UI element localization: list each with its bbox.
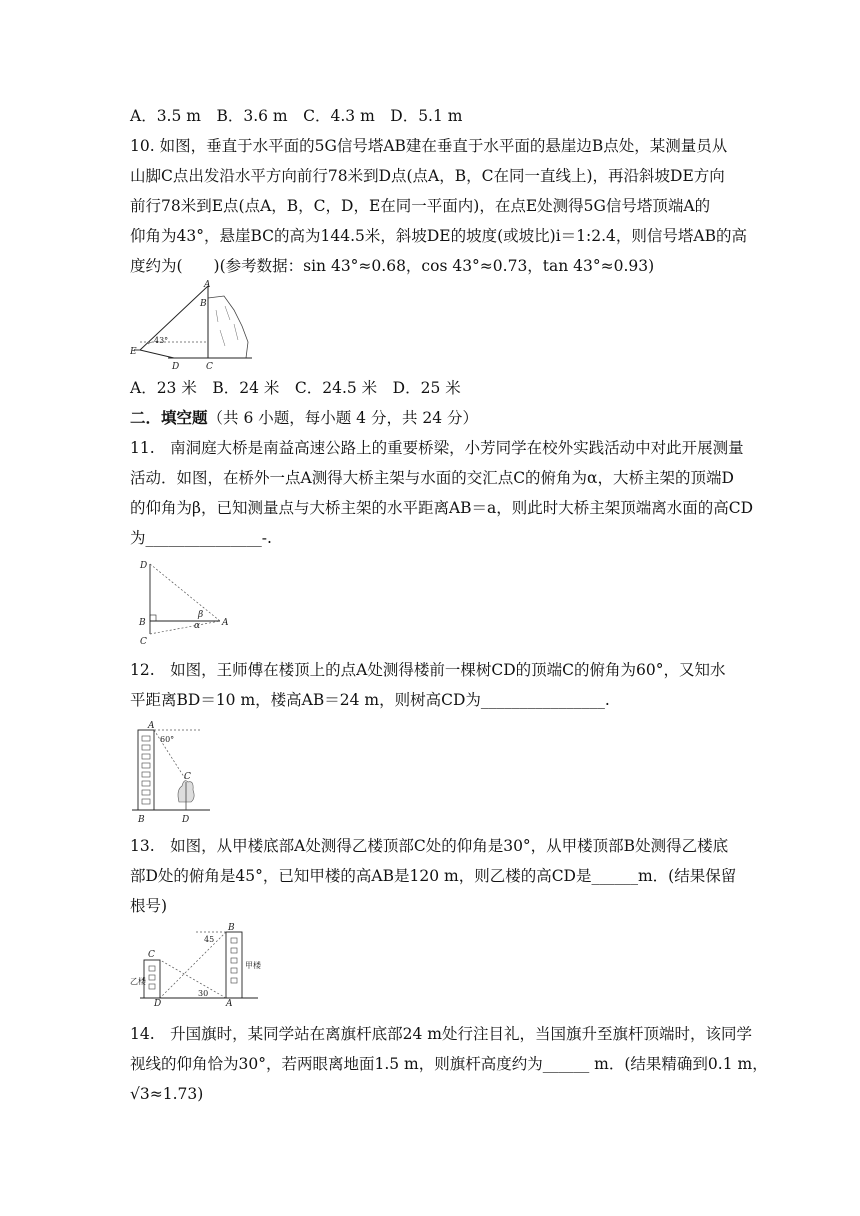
q10-label-d: D [172,362,180,372]
q10-line-3: 前行78米到E点(点A，B，C，D，E在同一平面内)，在点E处测得5G信号塔顶端A的 [130,197,711,215]
q11-label-a: A [222,618,229,628]
q11-label-b: B [139,618,146,628]
q11-label-beta: β [198,610,204,620]
q10-label-a: A [204,280,211,290]
q14-line-3: √3≈1.73) [130,1085,204,1103]
q12-line-1: 12. 如图，王师傅在楼顶上的点A处测得楼前一棵树CD的顶端C的俯角为60°，又知水 [130,661,726,679]
q10-line-5: 度约为( )(参考数据：sin 43°≈0.68，cos 43°≈0.73，tan 43°≈0.93) [130,257,655,275]
q14-line-2: 视线的仰角恰为30°，若两眼离地面1.5 m，则旗杆高度约为______ m．(结果精确到0.1 m， [130,1055,768,1073]
q11-label-alpha: α [194,621,201,631]
section-2-heading [130,408,478,428]
q12-label-angle: 60° [160,735,175,744]
q10-label-e: E [130,347,137,357]
q11-line-3: 的仰角为β，已知测量点与大桥主架的水平距离AB＝a，则此时大桥主架顶端离水面的高CD [130,499,754,517]
q13-label-30: 30 [198,989,209,998]
q10-line-1: 10. 如图，垂直于水平面的5G信号塔AB建在垂直于水平面的悬崖边B点处，某测量员从 [130,137,728,155]
q10-line-2: 山脚C点出发沿水平方向前行78米到D点(点A，B，C在同一直线上)，再沿斜坡DE方向 [130,167,725,185]
q12-label-c: C [184,772,191,782]
q12-line-2: 平距离BD＝10 m，楼高AB＝24 m，则树高CD为________________. [130,691,610,709]
q10-figure [130,280,260,372]
q10-label-b: B [200,299,207,309]
q12-label-b: B [138,815,145,825]
q13-label-jia: 甲楼 [245,961,261,970]
q10-line-4: 仰角为43°，悬崖BC的高为144.5米，斜坡DE的坡度(或坡比)i＝1:2.4，则信号塔AB的高 [130,227,747,245]
q13-label-d: D [154,999,162,1006]
q9-options: A．3.5 m B．3.6 m C．4.3 m D．5.1 m [130,107,463,125]
q12-label-d: D [182,815,190,825]
q13-label-45: 45 [204,935,215,944]
q14-line-1: 14. 升国旗时，某同学站在离旗杆底部24 m处行注目礼，当国旗升至旗杆顶端时，该同学 [130,1025,753,1043]
q11-label-d: D [140,561,148,571]
q13-label-yi: 乙楼 [130,977,146,986]
q11-line-1: 11. 南洞庭大桥是南益高速公路上的重要桥梁，小芳同学在校外实践活动中对此开展测量 [130,439,744,457]
q11-label-c: C [140,637,147,647]
q11-figure [134,556,234,648]
q10-label-angle: 43° [154,336,169,345]
q13-figure [128,920,268,1006]
q10-label-c: C [206,362,213,372]
section-2-title: 二．填空题 [130,408,208,427]
section-2-note: （共 6 小题，每小题 4 分，共 24 分） [207,409,479,427]
q13-label-b: B [228,923,235,933]
q11-line-4: 为_______________-. [130,529,272,547]
q13-line-2: 部D处的俯角是45°，已知甲楼的高AB是120 m，则乙楼的高CD是______m．(结果保留 [130,867,737,885]
q10-options: A．23 米 B．24 米 C．24.5 米 D．25 米 [130,379,461,397]
q12-label-a: A [148,721,155,731]
q11-line-2: 活动．如图，在桥外一点A测得大桥主架与水面的交汇点C的俯角为α，大桥主架的顶端D [130,469,734,487]
q13-line-3: 根号) [130,897,168,915]
q13-label-c: C [148,950,155,960]
q13-label-a: A [226,999,233,1006]
q12-figure [132,716,212,826]
q13-line-1: 13. 如图，从甲楼底部A处测得乙楼顶部C处的仰角是30°，从甲楼顶部B处测得乙楼底 [130,837,729,855]
